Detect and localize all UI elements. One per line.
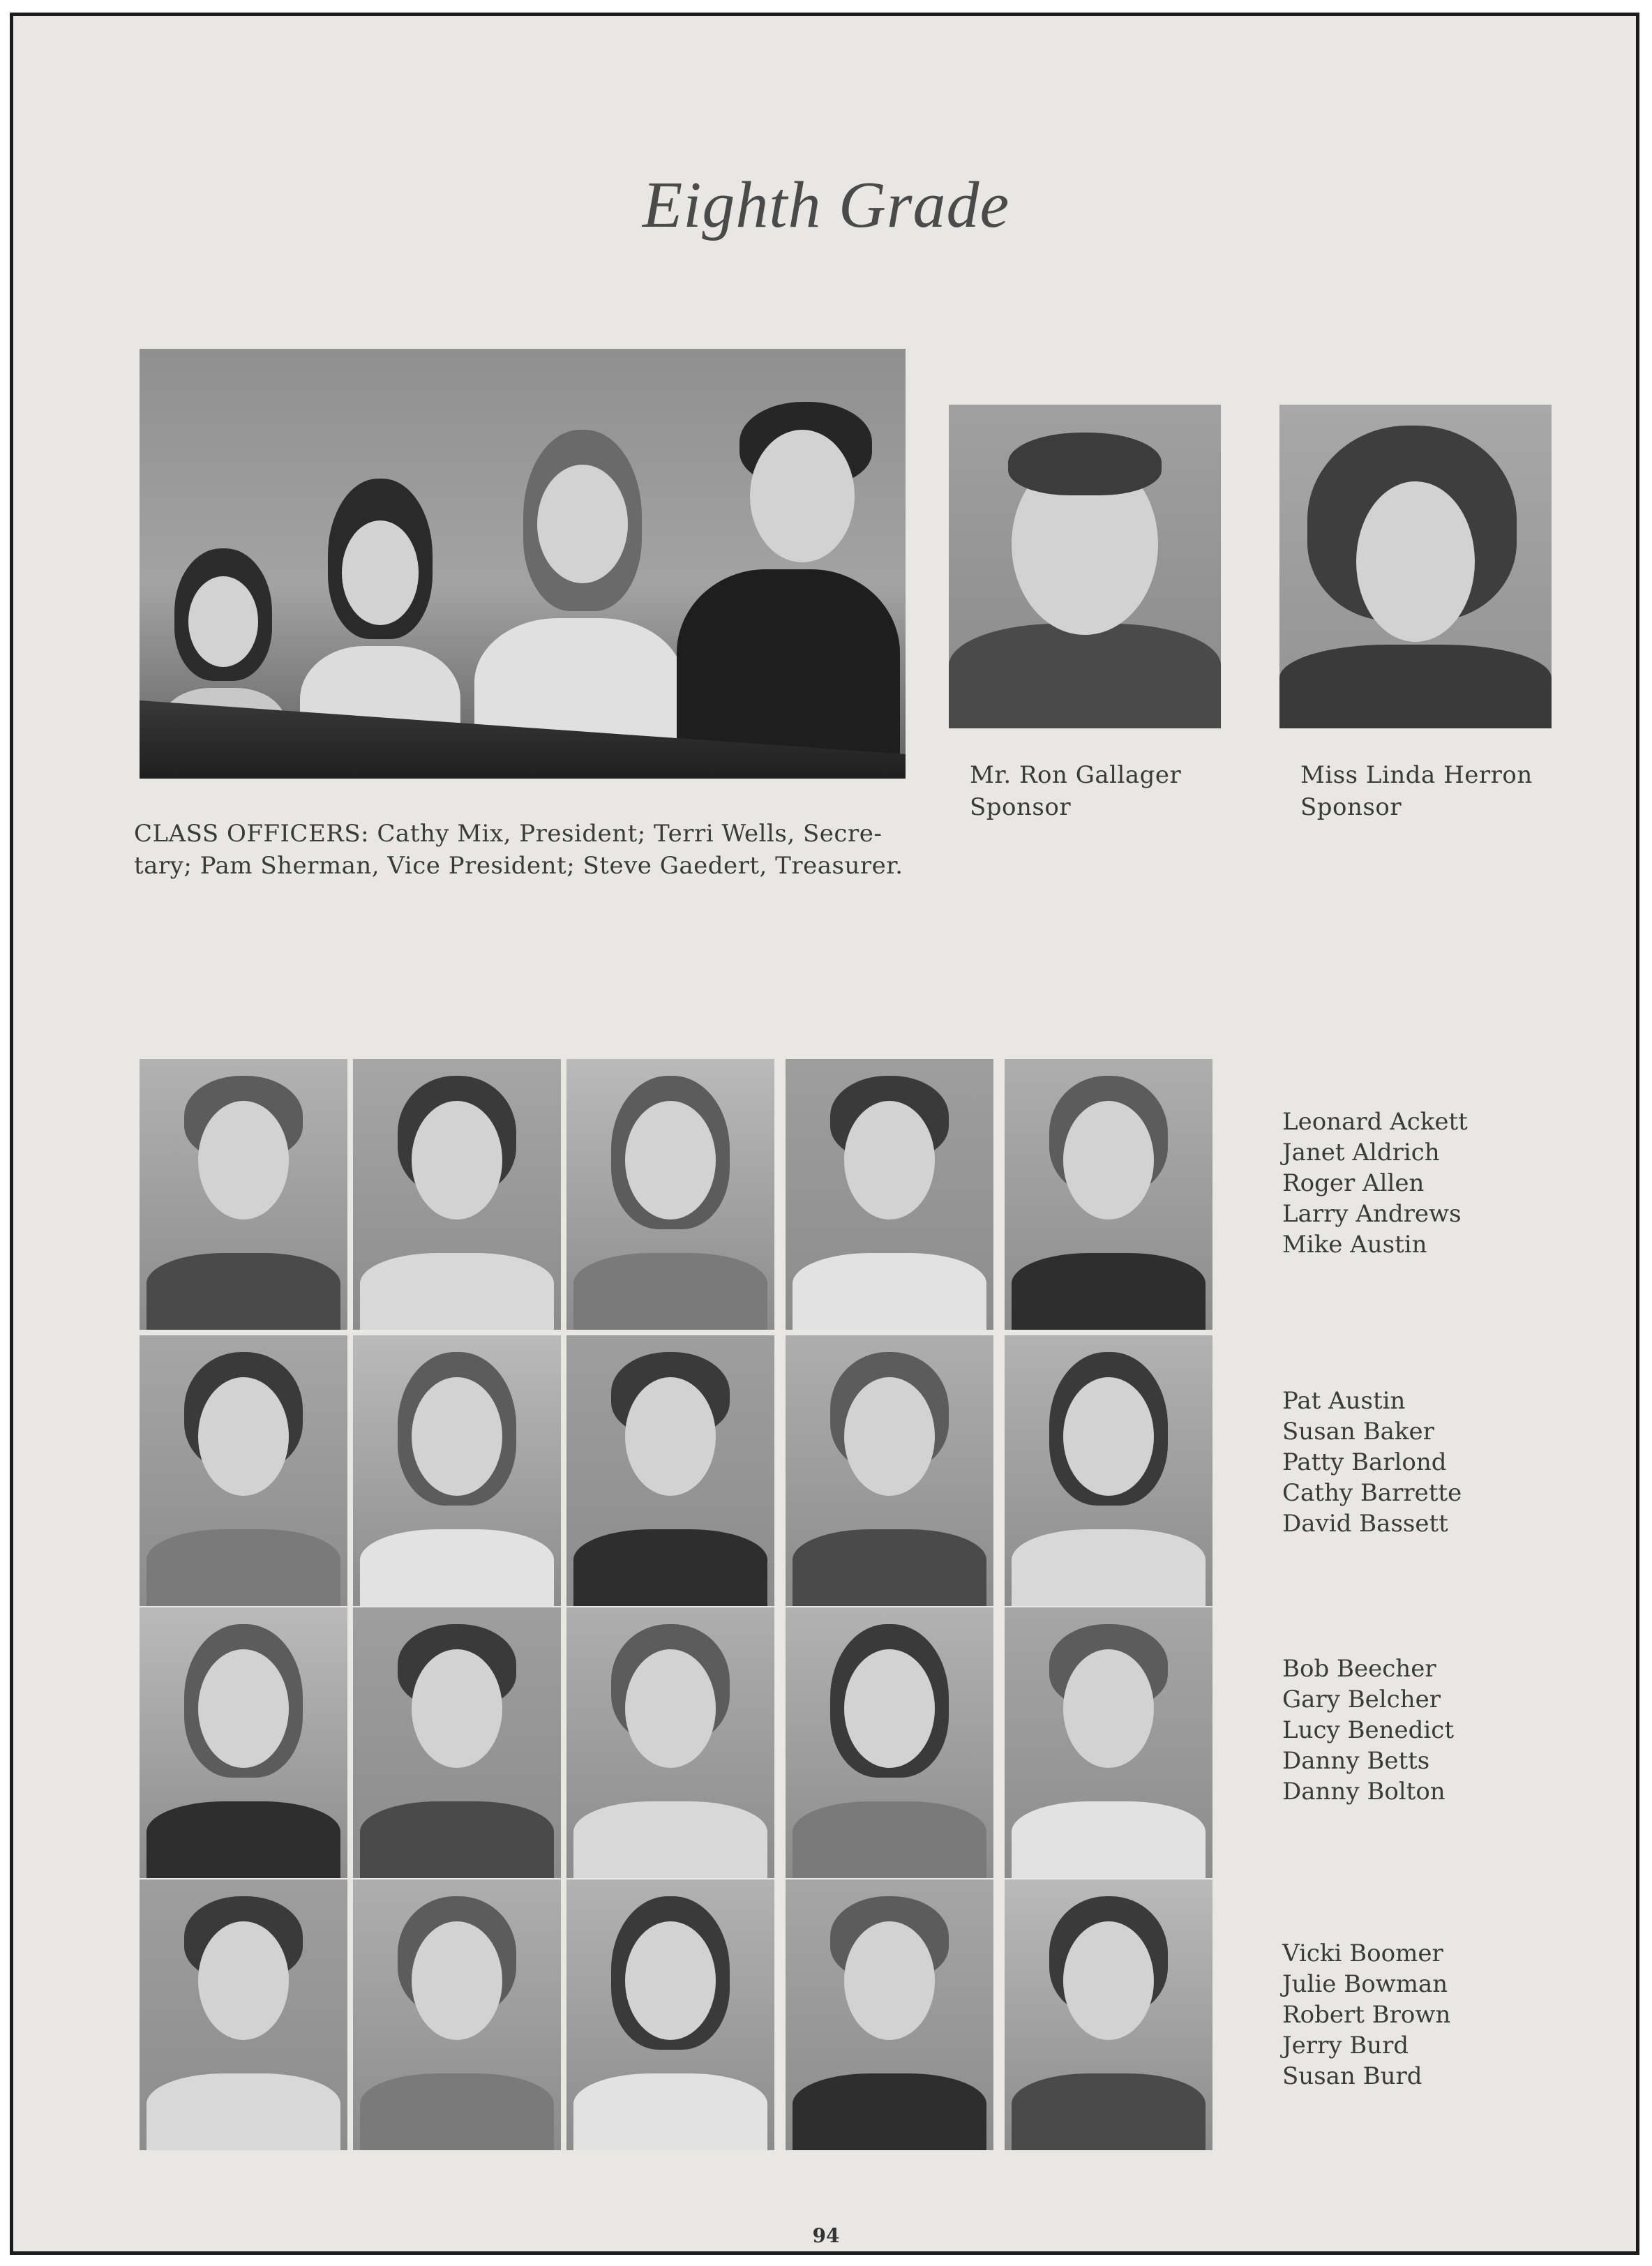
student-name: Susan Burd xyxy=(1282,2062,1422,2090)
sponsor-photo xyxy=(1279,405,1552,728)
student-portrait xyxy=(786,1059,993,1330)
student-name-list xyxy=(1282,1386,1462,1539)
student-portrait xyxy=(140,1607,347,1878)
student-name: Danny Bolton xyxy=(1282,1778,1446,1806)
student-name: Danny Betts xyxy=(1282,1747,1430,1775)
student-portrait xyxy=(140,1059,347,1330)
class-officers-photo xyxy=(140,349,906,779)
student-name: Roger Allen xyxy=(1282,1169,1425,1197)
student-name: David Bassett xyxy=(1282,1510,1448,1538)
student-name: Larry Andrews xyxy=(1282,1200,1462,1228)
student-portrait xyxy=(566,1879,774,2150)
student-name: Vicki Boomer xyxy=(1282,1939,1443,1967)
student-name: Bob Beecher xyxy=(1282,1655,1436,1683)
student-portrait xyxy=(140,1879,347,2150)
page-number: 94 xyxy=(812,2224,840,2247)
student-name: Janet Aldrich xyxy=(1282,1139,1440,1166)
student-name: Julie Bowman xyxy=(1282,1970,1448,1998)
student-name: Robert Brown xyxy=(1282,2001,1451,2029)
student-portrait xyxy=(1005,1335,1212,1606)
student-name-list xyxy=(1282,1106,1468,1260)
sponsor-caption xyxy=(1300,759,1533,823)
student-portrait xyxy=(1005,1879,1212,2150)
student-name-list xyxy=(1282,1938,1450,2092)
officer-figure xyxy=(677,402,900,779)
student-portrait xyxy=(566,1059,774,1330)
student-portrait xyxy=(353,1879,561,2150)
student-portrait xyxy=(140,1335,347,1606)
student-name: Pat Austin xyxy=(1282,1387,1406,1415)
sponsor-caption xyxy=(970,759,1181,823)
student-portrait xyxy=(566,1607,774,1878)
student-portrait xyxy=(1005,1607,1212,1878)
student-name: Mike Austin xyxy=(1282,1231,1427,1259)
student-name: Susan Baker xyxy=(1282,1418,1434,1446)
student-name-list xyxy=(1282,1653,1454,1807)
student-portrait xyxy=(786,1607,993,1878)
student-portrait xyxy=(566,1335,774,1606)
sponsor-name: Mr. Ron Gallager xyxy=(970,761,1182,789)
student-portrait xyxy=(786,1879,993,2150)
officers-caption: CLASS OFFICERS: Cathy Mix, President; Terri Wells, Secre- tary; Pam Sherman, Vice President; Steve Gaedert, Treasurer. xyxy=(134,820,903,880)
student-portrait xyxy=(353,1335,561,1606)
sponsor-role: Sponsor xyxy=(1300,793,1402,821)
student-portrait xyxy=(353,1607,561,1878)
student-portrait xyxy=(1005,1059,1212,1330)
student-name: Jerry Burd xyxy=(1282,2032,1409,2059)
student-name: Gary Belcher xyxy=(1282,1686,1441,1713)
sponsor-photo xyxy=(949,405,1221,728)
student-name: Leonard Ackett xyxy=(1282,1108,1468,1136)
student-portrait xyxy=(786,1335,993,1606)
student-portrait xyxy=(353,1059,561,1330)
student-name: Lucy Benedict xyxy=(1282,1716,1455,1744)
sponsor-role: Sponsor xyxy=(970,793,1072,821)
student-name: Cathy Barrette xyxy=(1282,1479,1462,1507)
page-title: Eighth Grade xyxy=(642,169,1010,241)
sponsor-name: Miss Linda Herron xyxy=(1300,761,1533,789)
student-name: Patty Barlond xyxy=(1282,1448,1447,1476)
